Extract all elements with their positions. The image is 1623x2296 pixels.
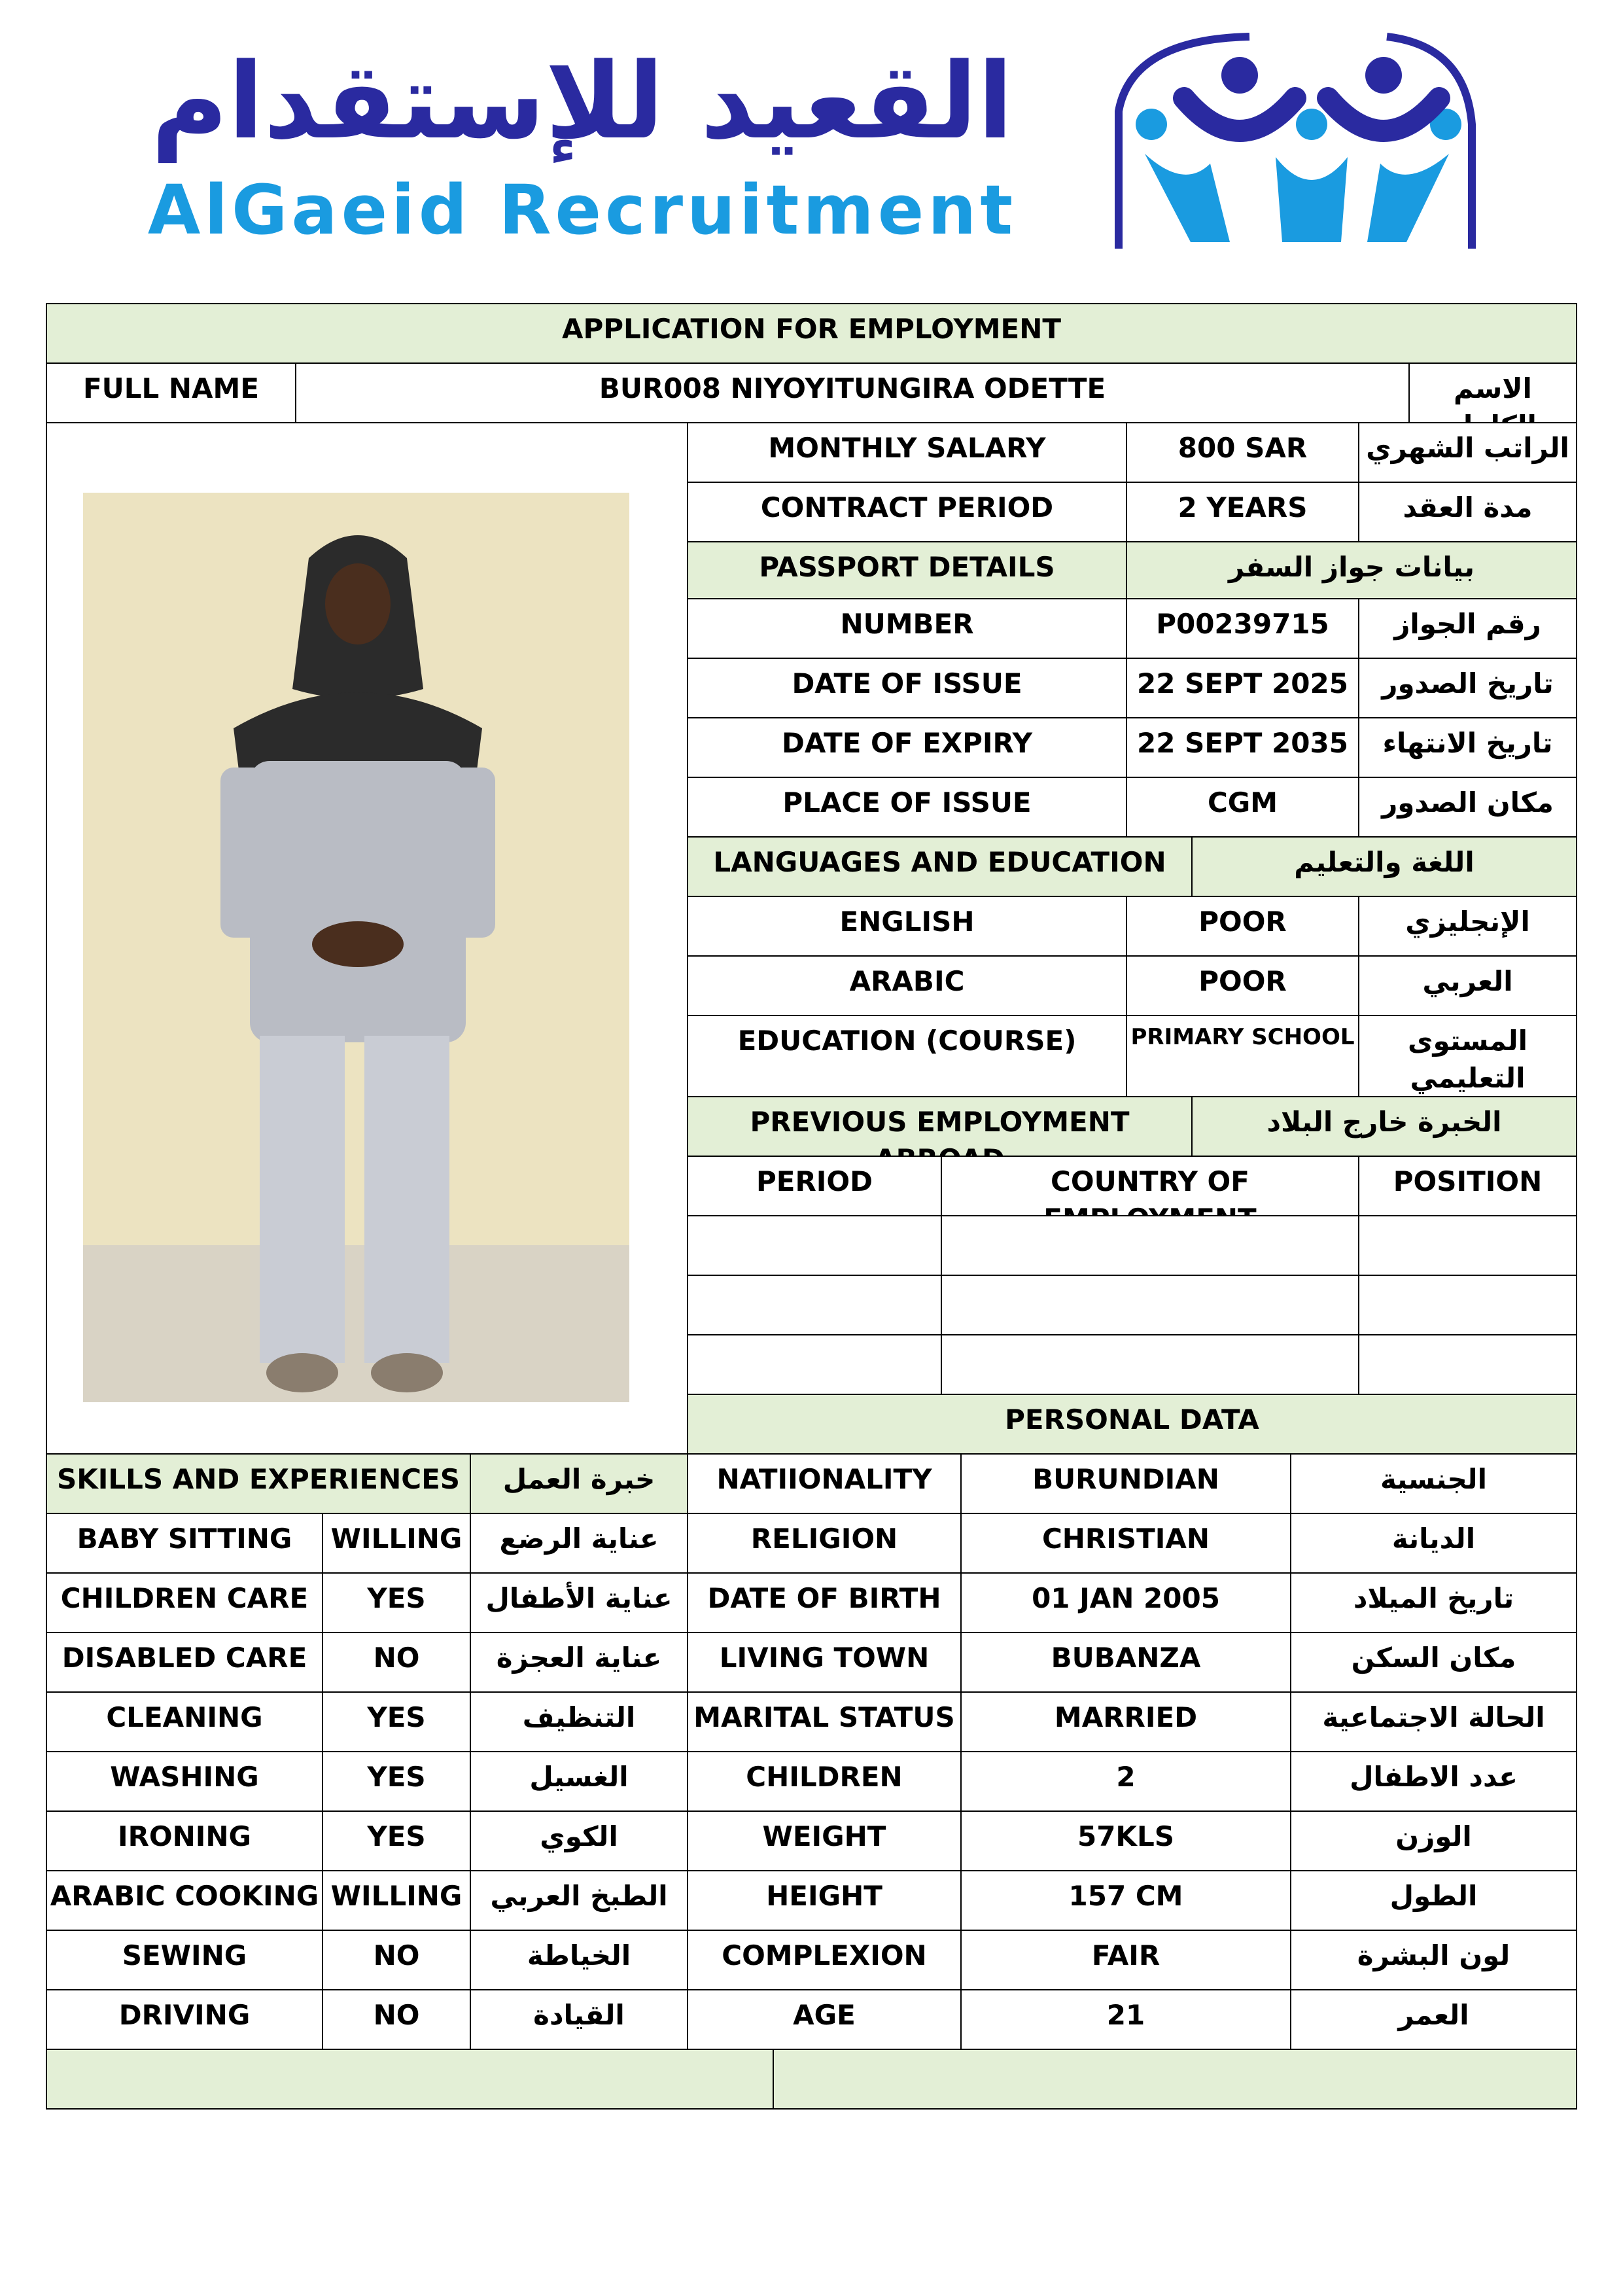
contract-value: 2 YEARS <box>1126 482 1359 542</box>
personal-data-title: PERSONAL DATA <box>687 1394 1577 1455</box>
passport-row-label: NUMBER <box>687 598 1127 659</box>
skill-label-ar: الخياطة <box>470 1930 688 1990</box>
personal-label: CHILDREN <box>687 1751 962 1812</box>
skill-value: WILLING <box>322 1870 471 1931</box>
personal-label: NATIIONALITY <box>687 1453 962 1514</box>
personal-value: MARRIED <box>960 1691 1291 1752</box>
company-logo <box>131 33 1505 249</box>
application-form <box>46 303 1577 2136</box>
employment-abroad-title-ar: الخبرة خارج البلاد <box>1191 1096 1577 1157</box>
full-name-label: FULL NAME <box>46 362 296 423</box>
personal-label: WEIGHT <box>687 1810 962 1871</box>
passport-row-label-ar: تاريخ الصدور <box>1358 658 1577 718</box>
passport-row-label-ar: مكان الصدور <box>1358 777 1577 838</box>
personal-label-ar: عدد الاطفال <box>1290 1751 1577 1812</box>
personal-label: AGE <box>687 1989 962 2050</box>
personal-label: MARITAL STATUS <box>687 1691 962 1752</box>
employment-col-country: COUNTRY OF <box>941 1156 1359 1216</box>
personal-label: RELIGION <box>687 1513 962 1574</box>
passport-row-value: CGM <box>1126 777 1359 838</box>
passport-row-label: DATE OF ISSUE <box>687 658 1127 718</box>
skill-label: WASHING <box>46 1751 323 1812</box>
personal-label: DATE OF BIRTH <box>687 1572 962 1633</box>
salary-label-ar: الراتب الشهري <box>1358 422 1577 483</box>
skill-value: YES <box>322 1691 471 1752</box>
personal-value: BURUNDIAN <box>960 1453 1291 1514</box>
employment-col-position: POSITION <box>1358 1156 1577 1216</box>
contract-label: CONTRACT PERIOD <box>687 482 1127 542</box>
personal-label-ar: تاريخ الميلاد <box>1290 1572 1577 1633</box>
footer-cell-left <box>46 2049 774 2110</box>
skill-label-ar: الغسيل <box>470 1751 688 1812</box>
skill-label-ar: عناية الأطفال <box>470 1572 688 1633</box>
personal-value: 2 <box>960 1751 1291 1812</box>
personal-label: HEIGHT <box>687 1870 962 1931</box>
personal-value: CHRISTIAN <box>960 1513 1291 1574</box>
personal-value: 57KLS <box>960 1810 1291 1871</box>
skill-label-ar: الكوي <box>470 1810 688 1871</box>
skill-label-ar: عناية العجزة <box>470 1632 688 1693</box>
passport-row-label-ar: رقم الجواز <box>1358 598 1577 659</box>
personal-label-ar: الوزن <box>1290 1810 1577 1871</box>
salary-value: 800 SAR <box>1126 422 1359 483</box>
employment-cell <box>1358 1275 1577 1335</box>
employment-cell <box>1358 1334 1577 1395</box>
personal-label-ar: لون البشرة <box>1290 1930 1577 1990</box>
language-row-label: ENGLISH <box>687 896 1127 957</box>
photo-cell <box>46 422 688 1472</box>
skills-title: SKILLS AND EXPERIENCES <box>46 1453 471 1514</box>
skill-label: CHILDREN CARE <box>46 1572 323 1633</box>
skill-label: IRONING <box>46 1810 323 1871</box>
form-title: APPLICATION FOR EMPLOYMENT <box>46 303 1577 364</box>
skill-value: YES <box>322 1810 471 1871</box>
passport-row-label: PLACE OF ISSUE <box>687 777 1127 838</box>
personal-label-ar: الديانة <box>1290 1513 1577 1574</box>
footer-cell-right <box>773 2049 1577 2110</box>
personal-label: COMPLEXION <box>687 1930 962 1990</box>
skill-value: YES <box>322 1751 471 1812</box>
education-value: PRIMARY SCHOOL <box>1126 1015 1359 1097</box>
applicant-photo <box>83 493 629 1402</box>
contract-label-ar: مدة العقد <box>1358 482 1577 542</box>
passport-row-value: 22 SEPT 2035 <box>1126 717 1359 778</box>
skill-label: BABY SITTING <box>46 1513 323 1574</box>
language-row-value: POOR <box>1126 896 1359 957</box>
employment-cell <box>687 1275 942 1335</box>
employment-cell <box>941 1334 1359 1395</box>
personal-value: FAIR <box>960 1930 1291 1990</box>
skill-value: NO <box>322 1989 471 2050</box>
employment-cell <box>941 1215 1359 1276</box>
passport-row-label: DATE OF EXPIRY <box>687 717 1127 778</box>
language-row-value: POOR <box>1126 955 1359 1016</box>
language-row-label-ar: الإنجليزي <box>1358 896 1577 957</box>
personal-value: 21 <box>960 1989 1291 2050</box>
passport-row-label-ar: تاريخ الانتهاء <box>1358 717 1577 778</box>
full-name-label-ar: الاسم <box>1408 362 1577 423</box>
skill-value: NO <box>322 1930 471 1990</box>
personal-value: 01 JAN 2005 <box>960 1572 1291 1633</box>
skills-title-ar: خبرة العمل <box>470 1453 688 1514</box>
language-row-label: ARABIC <box>687 955 1127 1016</box>
skill-label: DISABLED CARE <box>46 1632 323 1693</box>
skill-label: DRIVING <box>46 1989 323 2050</box>
personal-label-ar: الطول <box>1290 1870 1577 1931</box>
skill-label-ar: عناية الرضع <box>470 1513 688 1574</box>
employment-col-period: PERIOD <box>687 1156 942 1216</box>
people-logo-icon <box>1079 33 1505 249</box>
skill-label: CLEANING <box>46 1691 323 1752</box>
full-name-value: BUR008 NIYOYITUNGIRA ODETTE <box>295 362 1410 423</box>
languages-title: LANGUAGES AND EDUCATION <box>687 836 1193 897</box>
logo-english-text: AlGaeid Recruitment <box>147 170 1017 250</box>
skill-label-ar: القيادة <box>470 1989 688 2050</box>
language-row-label-ar: العربي <box>1358 955 1577 1016</box>
skill-value: YES <box>322 1572 471 1633</box>
personal-label-ar: العمر <box>1290 1989 1577 2050</box>
personal-label-ar: الجنسية <box>1290 1453 1577 1514</box>
passport-row-value: 22 SEPT 2025 <box>1126 658 1359 718</box>
passport-title: PASSPORT DETAILS <box>687 541 1127 599</box>
skill-value: NO <box>322 1632 471 1693</box>
skill-label-ar: التنظيف <box>470 1691 688 1752</box>
salary-label: MONTHLY SALARY <box>687 422 1127 483</box>
employment-cell <box>687 1334 942 1395</box>
employment-cell <box>941 1275 1359 1335</box>
personal-label: LIVING TOWN <box>687 1632 962 1693</box>
skill-label: SEWING <box>46 1930 323 1990</box>
personal-label-ar: مكان السكن <box>1290 1632 1577 1693</box>
employment-cell <box>1358 1215 1577 1276</box>
languages-title-ar: اللغة والتعليم <box>1191 836 1577 897</box>
skill-value: WILLING <box>322 1513 471 1574</box>
employment-abroad-title: PREVIOUS EMPLOYMENT <box>687 1096 1193 1157</box>
employment-cell <box>687 1215 942 1276</box>
passport-row-value: P00239715 <box>1126 598 1359 659</box>
skill-label-ar: الطبخ العربي <box>470 1870 688 1931</box>
personal-label-ar: الحالة الاجتماعية <box>1290 1691 1577 1752</box>
passport-title-ar: بيانات جواز السفر <box>1126 541 1577 599</box>
personal-value: BUBANZA <box>960 1632 1291 1693</box>
applicant-figure-icon <box>83 493 629 1402</box>
personal-value: 157 CM <box>960 1870 1291 1931</box>
logo-arabic-text: القعيد للإستقدام <box>151 40 1013 162</box>
education-label: EDUCATION (COURSE) <box>687 1015 1127 1097</box>
education-label-ar: المستوى التعليمي <box>1358 1015 1577 1097</box>
skill-label: ARABIC COOKING <box>46 1870 323 1931</box>
